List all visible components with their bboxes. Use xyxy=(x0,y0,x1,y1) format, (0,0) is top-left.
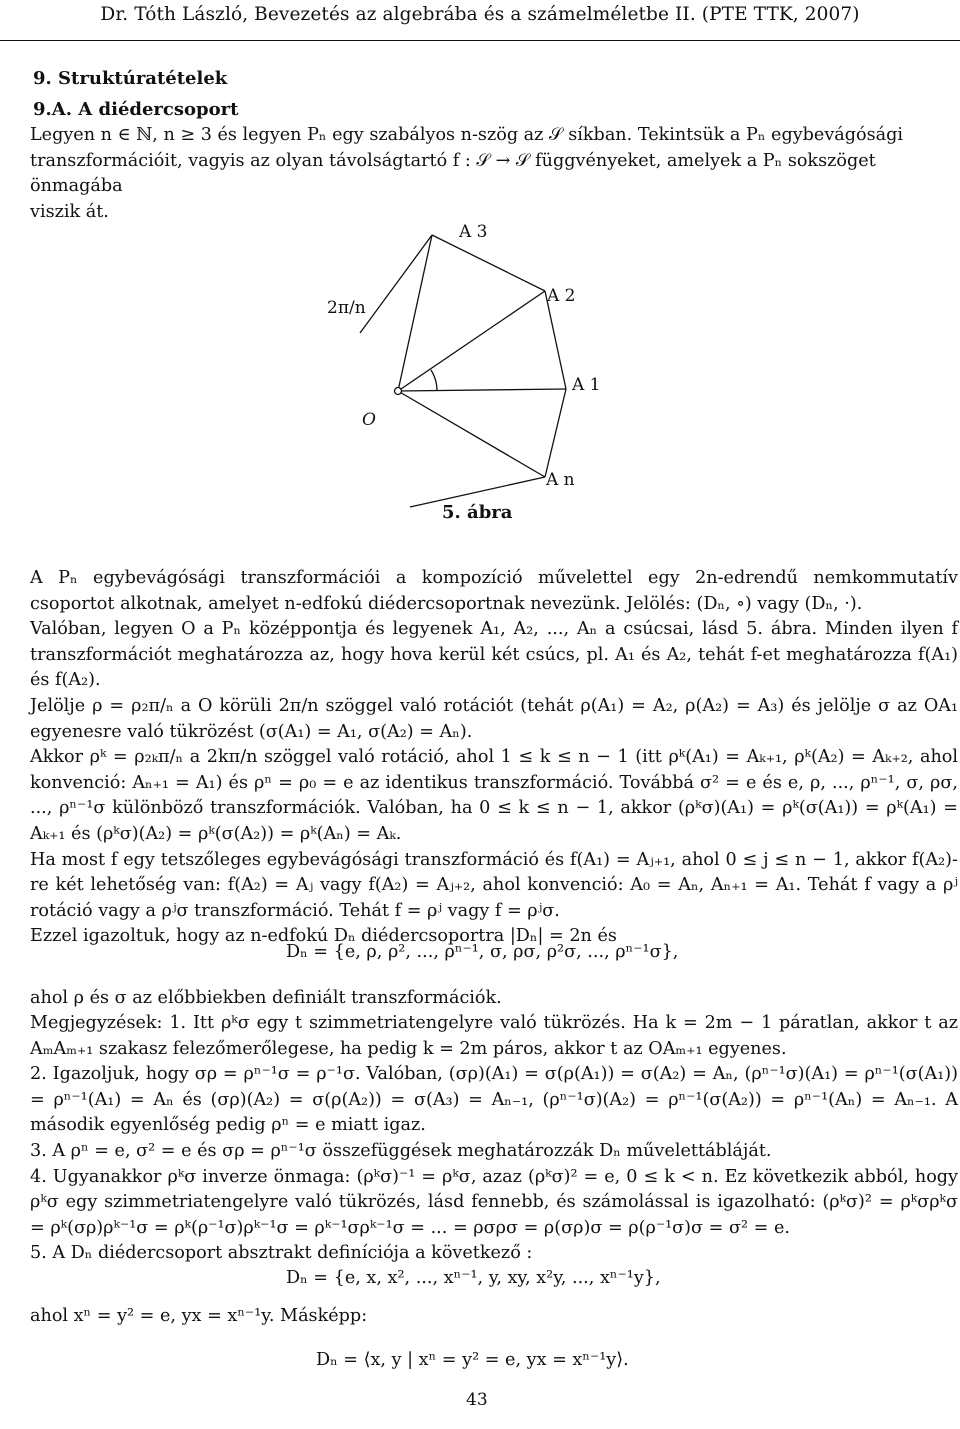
paragraph: A Pₙ egybevágósági transzformációi a kompozíció művelettel egy 2n-edrendű nemkommutatív csoportot alkotnak, amelyet n-edfokú diédercsoportnak nevezünk. Jelölés: (Dₙ, ∘) vagy (Dₙ, ·). xyxy=(30,568,958,614)
remark: 2. Igazoljuk, hogy σρ = ρⁿ⁻¹σ = ρ⁻¹σ. Valóban, (σρ)(A₁) = σ(ρ(A₁)) = σ(A₂) = Aₙ, (ρⁿ⁻¹σ)(A₁) = ρⁿ⁻¹(σ(A₁)) = ρⁿ⁻¹(A₁) = Aₙ és (σρ)(A₂) = σ(ρ(A₂)) = σ(A₃) = Aₙ₋₁, (ρⁿ⁻¹σ)(A₂) = ρⁿ⁻¹(σ(A₂)) = ρⁿ⁻¹(Aₙ) = Aₙ₋₁. A második egyenlőség pedig ρⁿ = e miatt igaz. xyxy=(30,1064,958,1136)
intro-line: transzformációit, vagyis az olyan távolságtartó f : 𝒮 → 𝒮 függvényeket, amelyek a Pₙ sokszöget önmagába xyxy=(30,150,876,197)
page-number: 43 xyxy=(466,1390,488,1410)
intro-text xyxy=(30,123,958,225)
running-header: Dr. Tóth László, Bevezetés az algebrába és a számelméletbe II. (PTE TTK, 2007) xyxy=(100,4,860,25)
remark: Megjegyzések: 1. Itt ρᵏσ egy t szimmetriatengelyre való tükrözés. Ha k = 2m − 1 páratlan, akkor t az AₘAₘ₊₁ szakasz felezőmerőlegese, ha pedig k = 2m páros, akkor t az OAₘ₊₁ egyenes. xyxy=(30,1013,958,1059)
label-a1: A 1 xyxy=(572,375,601,395)
polygon-figure xyxy=(0,215,960,515)
label-o: O xyxy=(362,410,376,430)
radius-oa2 xyxy=(398,291,545,391)
radius-oan xyxy=(398,391,545,477)
figure-caption: 5. ábra xyxy=(442,502,513,523)
equation-dn-rotations: Dₙ = {e, ρ, ρ², ..., ρⁿ⁻¹, σ, ρσ, ρ²σ, ..., ρⁿ⁻¹σ}, xyxy=(286,942,679,962)
paragraph: Ezzel igazoltuk, hogy az n-edfokú Dₙ diédercsoportra |Dₙ| = 2n és xyxy=(30,926,617,947)
header-rule xyxy=(0,40,960,41)
equation-dn-presentation: Dₙ = ⟨x, y | xⁿ = y² = e, yx = xⁿ⁻¹y⟩. xyxy=(316,1350,629,1370)
intro-line: viszik át. xyxy=(30,201,109,222)
after-equation-text: ahol ρ és σ az előbbiekben definiált transzformációk. xyxy=(30,988,502,1008)
remark: 5. A Dₙ diédercsoport absztrakt definíciója a következő : xyxy=(30,1243,533,1264)
label-a3: A 3 xyxy=(459,222,488,242)
body-text xyxy=(30,566,958,950)
angle-arc xyxy=(431,370,437,391)
radius-oa1 xyxy=(398,389,566,391)
paragraph: Ha most f egy tetszőleges egybevágósági transzformáció és f(A₁) = Aⱼ₊₁, ahol 0 ≤ j ≤ n − 1, akkor f(A₂)-re két lehetőség van: f(A₂) = Aⱼ vagy f(A₂) = Aⱼ₊₂, ahol konvenció: A₀ = Aₙ, Aₙ₊₁ = A₁. Tehát f vagy a ρʲ rotáció vagy a ρʲσ transzformáció. Tehát f = ρʲ vagy f = ρʲσ. xyxy=(30,849,958,921)
after-abstract-text: ahol xⁿ = y² = e, yx = xⁿ⁻¹y. Másképp: xyxy=(30,1306,368,1326)
edge-a1-an xyxy=(545,389,566,477)
edge-a3-a2 xyxy=(432,235,545,291)
remark: 4. Ugyanakkor ρᵏσ inverze önmaga: (ρᵏσ)⁻¹ = ρᵏσ, azaz (ρᵏσ)² = e, 0 ≤ k < n. Ez következik abból, hogy ρᵏσ egy szimmetriatengelyre való tükrözés, lásd fennebb, és számolással is igazolható: (ρᵏσ)² = ρᵏσρᵏσ = ρᵏ(σρ)ρᵏ⁻¹σ = ρᵏ(ρ⁻¹σ)ρᵏ⁻¹σ = ρᵏ⁻¹σρᵏ⁻¹σ = ... = ρσρσ = ρ(σρ)σ = ρ(ρ⁻¹σ)σ = σ² = e. xyxy=(30,1166,958,1238)
center-point xyxy=(395,388,402,395)
section-title: 9. Struktúratételek xyxy=(33,68,228,89)
remark: 3. A ρⁿ = e, σ² = e és σρ = ρⁿ⁻¹σ összefüggések meghatározzák Dₙ művelettábláját. xyxy=(30,1140,772,1161)
label-angle: 2π/n xyxy=(327,298,366,318)
paragraph: Jelölje ρ = ρ₂π/ₙ a O körüli 2π/n szöggel való rotációt (tehát ρ(A₁) = A₂, ρ(A₂) = A₃) és jelölje σ az OA₁ egyenesre való tükrözést (σ(A₁) = A₁, σ(A₂) = Aₙ). xyxy=(30,695,958,742)
remarks xyxy=(30,1011,958,1267)
paragraph: Akkor ρᵏ = ρ₂ₖπ/ₙ a 2kπ/n szöggel való rotáció, ahol 1 ≤ k ≤ n − 1 (itt ρᵏ(A₁) = Aₖ₊₁, ρᵏ(A₂) = Aₖ₊₂, ahol konvenció: Aₙ₊₁ = A₁) és ρⁿ = ρ₀ = e az identikus transzformáció. Továbbá σ² = e és e, ρ, ..., ρⁿ⁻¹, σ, ρσ, ..., ρⁿ⁻¹σ különböző transzformációk. Valóban, ha 0 ≤ k ≤ n − 1, akkor (ρᵏσ)(A₁) = ρᵏ(σ(A₁)) = ρᵏ(A₁) = Aₖ₊₁ és (ρᵏσ)(A₂) = ρᵏ(σ(A₂)) = ρᵏ(Aₙ) = Aₖ. xyxy=(30,747,958,844)
label-an: A n xyxy=(546,470,575,490)
subsection-title: 9.A. A diédercsoport xyxy=(33,99,239,120)
equation-dn-abstract: Dₙ = {e, x, x², ..., xⁿ⁻¹, y, xy, x²y, ..., xⁿ⁻¹y}, xyxy=(286,1268,661,1288)
label-a2: A 2 xyxy=(547,286,576,306)
paragraph: Valóban, legyen O a Pₙ középpontja és legyenek A₁, A₂, ..., Aₙ a csúcsai, lásd 5. ábra. Minden ilyen f transzformációt meghatározza az, hogy hova kerül két csúcs, pl. A₁ és A₂, tehát f-et meghatározza f(A₁) és f(A₂). xyxy=(30,619,958,691)
intro-line: Legyen n ∈ ℕ, n ≥ 3 és legyen Pₙ egy szabályos n-szög az 𝒮 síkban. Tekintsük a Pₙ egybevágósági xyxy=(30,125,904,145)
